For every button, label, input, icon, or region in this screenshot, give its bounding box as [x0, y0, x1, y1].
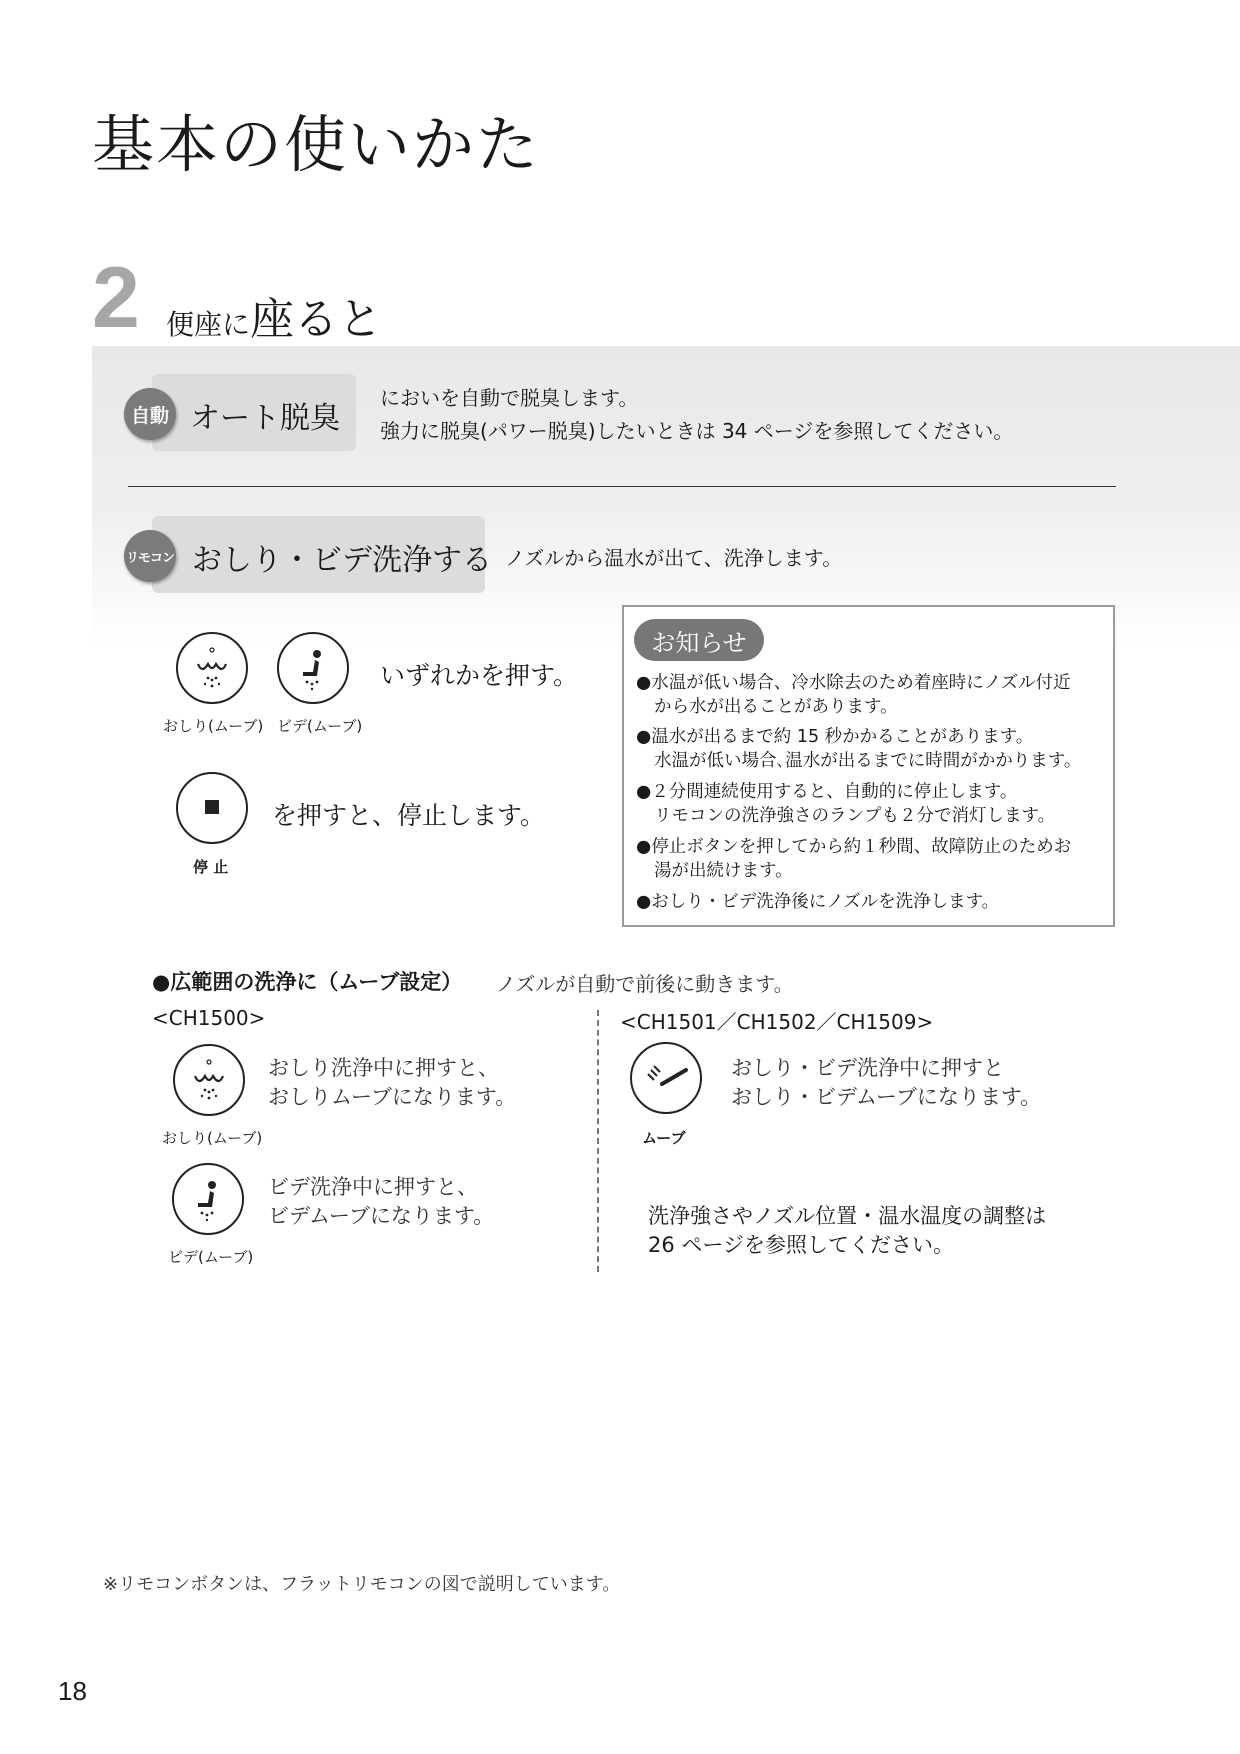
- stop-icon: [178, 774, 246, 842]
- oshiri-wash-icon: [178, 634, 246, 702]
- adjust-line-2: 26 ページを参照してください。: [648, 1233, 954, 1257]
- step-title-big: 座ると: [250, 294, 383, 345]
- bidet-move-button[interactable]: [277, 632, 349, 704]
- bidet-move-line-1: ビデ洗浄中に押すと、: [268, 1175, 478, 1199]
- notice-item: ●温水が出るまで約 15 秒かかることがあります。 水温が低い場合､温水が出るまでに時間がかかります。: [636, 727, 1082, 771]
- notice-item: ●停止ボタンを押してから約１秒間、故障防止のためお 湯が出続けます。: [636, 837, 1072, 881]
- oshiri-move-button-2[interactable]: [173, 1044, 245, 1116]
- bidet-wash-icon: [174, 1165, 242, 1233]
- wash-desc: ノズルから温水が出て、洗浄します。: [505, 546, 843, 570]
- oshiri-wash-icon: [175, 1046, 243, 1114]
- bidet-move-line-2: ビデムーブになります。: [268, 1204, 495, 1228]
- left-model: <CH1500>: [152, 1006, 266, 1030]
- notice-item: ●２分間連続使用すると、自動的に停止します。 リモコンの洗浄強さのランプも２分で消灯します。: [636, 782, 1056, 826]
- notice-box: [622, 605, 1115, 927]
- move-heading: ●広範囲の洗浄に（ムーブ設定）: [152, 970, 463, 994]
- oshiri-caption: おしり(ムーブ): [163, 717, 264, 735]
- section-divider: [128, 486, 1116, 487]
- move-caption: ムーブ: [642, 1129, 686, 1147]
- step-number: 2: [92, 250, 140, 346]
- press-either-text: いずれかを押す。: [380, 661, 579, 690]
- stop-button[interactable]: [176, 772, 248, 844]
- move-line-1: おしり・ビデ洗浄中に押すと: [731, 1056, 1004, 1080]
- move-heading-desc: ノズルが自動で前後に動きます。: [496, 972, 794, 996]
- remote-badge: リモコン: [124, 530, 176, 582]
- press-stop-text: を押すと、停止します。: [272, 801, 546, 830]
- bidet-wash-icon: [279, 634, 347, 702]
- column-divider: [597, 1010, 599, 1272]
- move-icon: [632, 1044, 700, 1112]
- move-button[interactable]: [630, 1042, 702, 1114]
- oshiri-move-button[interactable]: [176, 632, 248, 704]
- notice-item: ●おしり・ビデ洗浄後にノズルを洗浄します。: [636, 892, 1000, 912]
- right-model: <CH1501／CH1502／CH1509>: [620, 1010, 934, 1034]
- move-line-2: おしり・ビデムーブになります。: [731, 1085, 1042, 1109]
- oshiri-caption-2: おしり(ムーブ): [162, 1129, 263, 1147]
- auto-badge: 自動: [124, 388, 176, 440]
- bidet-move-button-2[interactable]: [172, 1163, 244, 1235]
- oshiri-move-line-1: おしり洗浄中に押すと、: [268, 1056, 499, 1080]
- notice-item: ●水温が低い場合、冷水除去のため着座時にノズル付近 から水が出ることがあります。: [636, 673, 1071, 717]
- bidet-caption-2: ビデ(ムーブ): [168, 1248, 254, 1266]
- adjust-line-1: 洗浄強さやノズル位置・温水温度の調整は: [648, 1204, 1047, 1228]
- auto-deodorize-label: オート脱臭: [190, 401, 340, 436]
- stop-caption: 停 止: [193, 858, 229, 876]
- auto-deodorize-desc-2: 強力に脱臭(パワー脱臭)したいときは 34 ページを参照してください。: [380, 419, 1014, 443]
- page-title: 基本の使いかた: [92, 108, 541, 181]
- oshiri-move-line-2: おしりムーブになります。: [268, 1085, 517, 1109]
- bidet-caption: ビデ(ムーブ): [277, 717, 363, 735]
- wash-label: おしり・ビデ洗浄する: [192, 543, 492, 578]
- notice-title: お知らせ: [634, 619, 764, 661]
- step-title-small: 便座に: [166, 308, 251, 341]
- footnote: ※リモコンボタンは、フラットリモコンの図で説明しています。: [103, 1574, 621, 1595]
- page-number: 18: [58, 1676, 87, 1706]
- auto-deodorize-desc-1: においを自動で脱臭します。: [380, 386, 639, 410]
- step-title: [166, 283, 382, 347]
